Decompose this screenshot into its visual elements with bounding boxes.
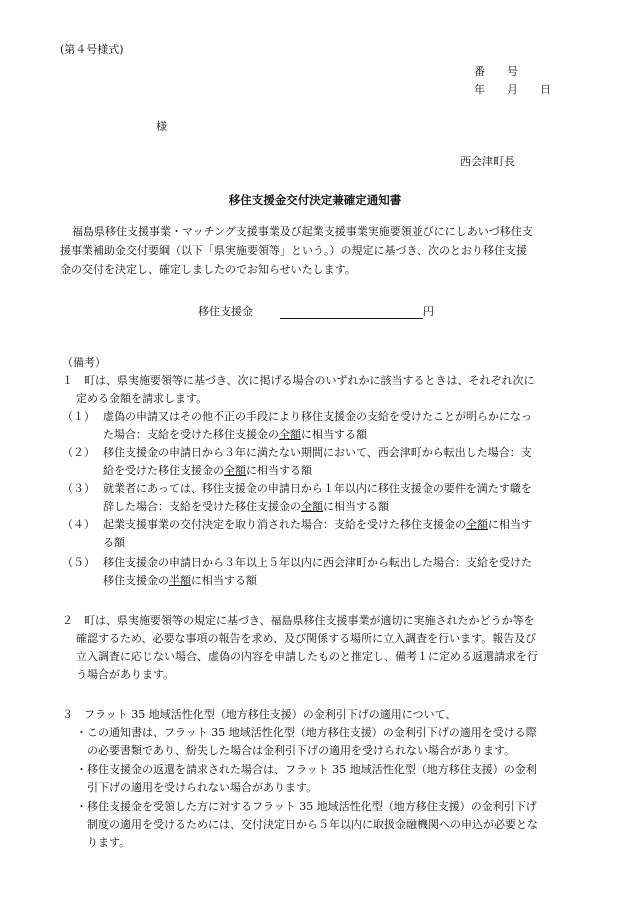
item-1-line-1: 虚偽の申請又はその他不正の手段により移住支援金の支給を受けたことが明らかになっ — [103, 410, 532, 423]
addressee-label: 様 — [156, 120, 167, 133]
bullet-3-line-3: ります。 — [87, 836, 131, 849]
item-4-number: （４） — [62, 518, 95, 531]
item-2-line-1: 移住支援金の申請日から３年に満たない期間において、西会津町から転出した場合：支 — [103, 446, 532, 459]
body-line-2: 援事業補助金交付要綱（以下「県実施要領等」という。）の規定に基づき、次のとおり移住支援 — [60, 244, 528, 257]
item-3-number: （３） — [62, 482, 95, 495]
item-3-line-1: 就業者にあっては、移住支援金の申請日から１年以内に移住支援金の要件を満たす職を — [103, 482, 532, 495]
bullet-2-line-1: ・移住支援金の返還を請求された場合は、フラット 35 地域活性化型（地方移住支援）の金利 — [76, 763, 537, 776]
note-2-line-1: ２ 町は、県実施要領等の規定に基づき、福島県移住支援事業が適切に実施されたかどうか等を — [62, 614, 535, 627]
note-1-line-2: 定める金額を請求します。 — [76, 392, 208, 405]
note-2-line-2: 確認するため、必要な事項の報告を求め、及び関係する場所に立入調査を行います。報告及び — [76, 632, 537, 645]
item-4-line-1: 起業支援事業の交付決定を取り消された場合：支給を受けた移住支援金の全額に相当す — [103, 518, 532, 531]
item-5-line-2: 移住支援金の半額に相当する額 — [103, 574, 257, 587]
item-5-line-1: 移住支援金の申請日から３年以上５年以内に西会津町から転出した場合：支給を受けた — [103, 556, 532, 569]
item-1-number: （１） — [62, 410, 95, 423]
item-4-emphasis: 全額 — [466, 518, 488, 531]
bullet-1-line-2: の必要書類であり、紛失した場合は金利引下げの適用を受けられない場合があります。 — [87, 744, 516, 757]
form-number: (第４号様式) — [60, 43, 124, 56]
item-2-number: （２） — [62, 446, 95, 459]
item-3-emphasis: 全額 — [301, 500, 323, 513]
item-2-emphasis: 全額 — [224, 464, 246, 477]
body-line-3: 金の交付を決定し、確定しましたのでお知らせいたします。 — [60, 263, 356, 276]
item-4-line-2: る額 — [103, 536, 125, 549]
item-3-line-2: 辞した場合：支給を受けた移住支援金の全額に相当する額 — [103, 500, 389, 513]
item-1-emphasis: 全額 — [279, 428, 301, 441]
note-2-line-3: 立入調査に応じない場合、虚偽の内容を申請したものと推定し、備考１に定める返還請求を行 — [76, 650, 538, 663]
bullet-3-line-2: 制度の適用を受けるためには、交付決定日から５年以内に取扱金融機関への申込が必要とな — [87, 818, 538, 831]
body-line-1: 福島県移住支援事業・マッチング支援事業及び起業支援事業実施要領並びににしあいづ移住支 — [72, 225, 533, 238]
item-2-line-2: 給を受けた移住支援金の全額に相当する額 — [103, 464, 312, 477]
bullet-1-line-1: ・この通知書は、フラット 35 地域活性化型（地方移住支援）の金利引下げの適用を受ける際 — [76, 726, 537, 739]
bullet-2-line-2: 引下げの適用を受けられない場合があります。 — [87, 781, 318, 794]
bullet-3-line-1: ・移住支援金を受領した方に対するフラット 35 地域活性化型（地方移住支援）の金利引下げ — [76, 800, 537, 813]
amount-unit: 円 — [423, 305, 434, 318]
note-3-line-1: ３ フラット 35 地域活性化型（地方移住支援）の金利引下げの適用について、 — [62, 708, 457, 721]
item-5-number: （５） — [62, 556, 95, 569]
notes-heading: （備考） — [62, 356, 106, 369]
note-1-line-1: １ 町は、県実施要領等に基づき、次に掲げる場合のいずれかに該当するときは、それぞれ次に — [62, 374, 535, 387]
number-label: 番 号 — [474, 65, 518, 78]
date-label: 年 月 日 — [474, 83, 551, 96]
note-2-line-4: う場合があります。 — [76, 668, 175, 681]
item-1-line-2: た場合：支給を受けた移住支援金の全額に相当する額 — [103, 428, 367, 441]
amount-blank-line — [280, 318, 423, 319]
document-title: 移住支援金交付決定兼確定通知書 — [228, 193, 402, 207]
issuer-name: 西会津町長 — [460, 155, 515, 168]
amount-label: 移住支援金 — [198, 305, 253, 318]
item-5-emphasis: 半額 — [169, 574, 191, 587]
